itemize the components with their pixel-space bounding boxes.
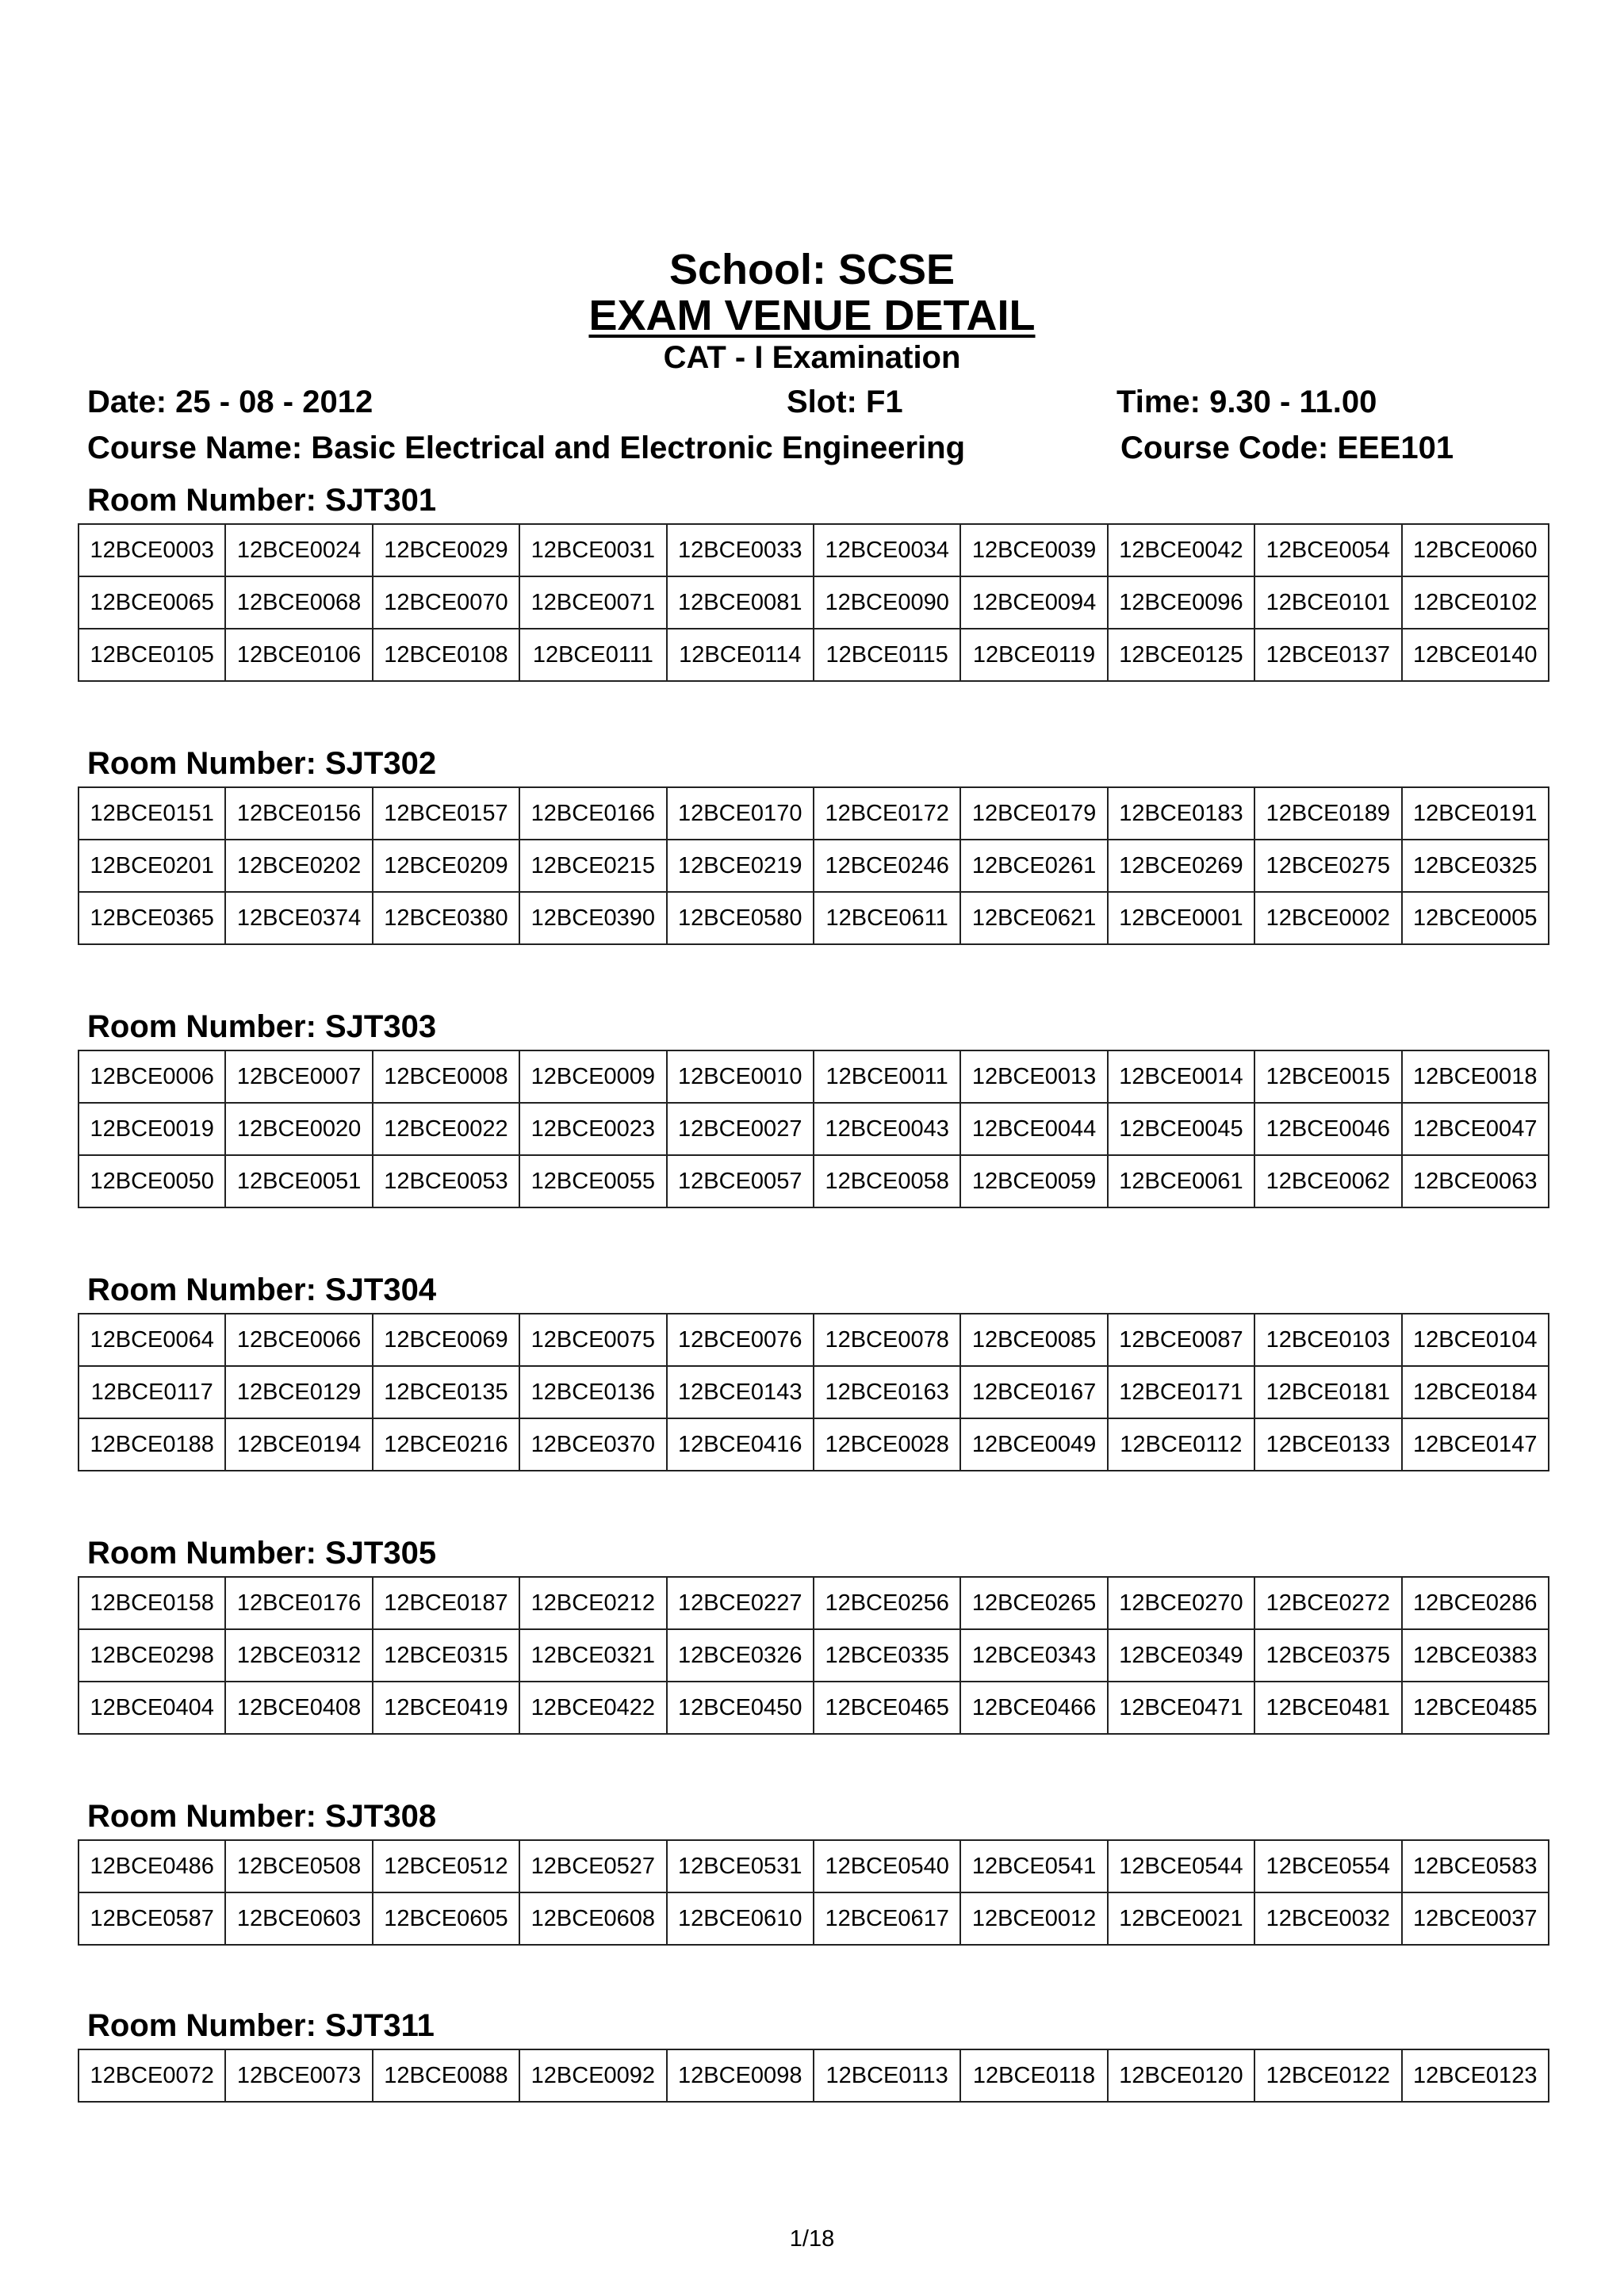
roll-number-cell: 12BCE0202: [225, 840, 372, 892]
table-row: [79, 524, 1549, 576]
roll-number-cell: 12BCE0171: [1108, 1366, 1254, 1418]
roll-number-cell: 12BCE0002: [1254, 892, 1401, 944]
roll-number-cell: 12BCE0006: [79, 1050, 225, 1103]
table-row: [79, 1050, 1549, 1103]
roll-number-cell: 12BCE0383: [1402, 1629, 1549, 1682]
roll-number-cell: 12BCE0408: [225, 1682, 372, 1734]
roll-number-cell: 12BCE0020: [225, 1103, 372, 1155]
roll-number-cell: 12BCE0587: [79, 1892, 225, 1945]
roll-number-cell: 12BCE0027: [667, 1103, 814, 1155]
roll-number-cell: 12BCE0039: [960, 524, 1107, 576]
roll-number-cell: 12BCE0187: [373, 1577, 519, 1629]
room-title: Room Number: SJT311: [87, 2008, 435, 2043]
roll-number-cell: 12BCE0466: [960, 1682, 1107, 1734]
roll-number-cell: 12BCE0103: [1254, 1314, 1401, 1366]
roll-number-cell: 12BCE0527: [519, 1840, 666, 1892]
roll-number-cell: 12BCE0090: [814, 576, 960, 629]
roll-number-cell: 12BCE0098: [667, 2049, 814, 2102]
roll-number-cell: 12BCE0065: [79, 576, 225, 629]
exam-name: CAT - I Examination: [663, 340, 961, 375]
roll-number-cell: 12BCE0419: [373, 1682, 519, 1734]
roll-number-cell: 12BCE0114: [667, 629, 814, 681]
table-row: [79, 2049, 1549, 2102]
roll-number-cell: 12BCE0216: [373, 1418, 519, 1471]
roll-number-cell: 12BCE0024: [225, 524, 372, 576]
roll-number-cell: 12BCE0111: [519, 629, 666, 681]
roll-number-cell: 12BCE0019: [79, 1103, 225, 1155]
table-row: [79, 1155, 1549, 1207]
roll-number-cell: 12BCE0617: [814, 1892, 960, 1945]
roll-number-table: [78, 786, 1549, 945]
roll-number-cell: 12BCE0508: [225, 1840, 372, 1892]
roll-number-cell: 12BCE0070: [373, 576, 519, 629]
roll-number-cell: 12BCE0603: [225, 1892, 372, 1945]
roll-number-cell: 12BCE0075: [519, 1314, 666, 1366]
table-row: [79, 1577, 1549, 1629]
roll-number-cell: 12BCE0087: [1108, 1314, 1254, 1366]
roll-number-cell: 12BCE0018: [1402, 1050, 1549, 1103]
roll-number-cell: 12BCE0102: [1402, 576, 1549, 629]
roll-number-cell: 12BCE0064: [79, 1314, 225, 1366]
roll-number-cell: 12BCE0256: [814, 1577, 960, 1629]
roll-number-cell: 12BCE0540: [814, 1840, 960, 1892]
roll-number-cell: 12BCE0269: [1108, 840, 1254, 892]
roll-number-cell: 12BCE0062: [1254, 1155, 1401, 1207]
table-row: [79, 1366, 1549, 1418]
roll-number-cell: 12BCE0108: [373, 629, 519, 681]
roll-number-cell: 12BCE0246: [814, 840, 960, 892]
roll-number-cell: 12BCE0167: [960, 1366, 1107, 1418]
roll-number-cell: 12BCE0049: [960, 1418, 1107, 1471]
roll-number-cell: 12BCE0370: [519, 1418, 666, 1471]
table-row: [79, 1892, 1549, 1945]
roll-number-cell: 12BCE0374: [225, 892, 372, 944]
roll-number-cell: 12BCE0422: [519, 1682, 666, 1734]
roll-number-cell: 12BCE0003: [79, 524, 225, 576]
roll-number-cell: 12BCE0034: [814, 524, 960, 576]
roll-number-cell: 12BCE0113: [814, 2049, 960, 2102]
roll-number-table: [78, 2049, 1549, 2103]
roll-number-cell: 12BCE0069: [373, 1314, 519, 1366]
table-row: [79, 576, 1549, 629]
roll-number-cell: 12BCE0272: [1254, 1577, 1401, 1629]
roll-number-table: [78, 1576, 1549, 1735]
roll-number-cell: 12BCE0021: [1108, 1892, 1254, 1945]
table-row: [79, 1840, 1549, 1892]
roll-number-cell: 12BCE0416: [667, 1418, 814, 1471]
roll-number-cell: 12BCE0183: [1108, 787, 1254, 840]
roll-number-cell: 12BCE0605: [373, 1892, 519, 1945]
roll-number-cell: 12BCE0583: [1402, 1840, 1549, 1892]
roll-number-table: [78, 523, 1549, 682]
exam-slot: Slot: F1: [787, 385, 903, 419]
roll-number-cell: 12BCE0184: [1402, 1366, 1549, 1418]
roll-number-cell: 12BCE0261: [960, 840, 1107, 892]
roll-number-cell: 12BCE0486: [79, 1840, 225, 1892]
roll-number-cell: 12BCE0608: [519, 1892, 666, 1945]
roll-number-cell: 12BCE0227: [667, 1577, 814, 1629]
roll-number-cell: 12BCE0046: [1254, 1103, 1401, 1155]
room-title: Room Number: SJT303: [87, 1009, 437, 1044]
roll-number-cell: 12BCE0219: [667, 840, 814, 892]
roll-number-cell: 12BCE0158: [79, 1577, 225, 1629]
roll-number-cell: 12BCE0188: [79, 1418, 225, 1471]
roll-number-cell: 12BCE0450: [667, 1682, 814, 1734]
roll-number-cell: 12BCE0580: [667, 892, 814, 944]
roll-number-cell: 12BCE0008: [373, 1050, 519, 1103]
roll-number-cell: 12BCE0312: [225, 1629, 372, 1682]
table-row: [79, 1418, 1549, 1471]
roll-number-cell: 12BCE0029: [373, 524, 519, 576]
course-name: Course Name: Basic Electrical and Electronic Engineering: [87, 430, 966, 465]
roll-number-cell: 12BCE0163: [814, 1366, 960, 1418]
roll-number-cell: 12BCE0066: [225, 1314, 372, 1366]
roll-number-cell: 12BCE0170: [667, 787, 814, 840]
room-title: Room Number: SJT308: [87, 1799, 437, 1834]
course-code: Course Code: EEE101: [1120, 430, 1454, 465]
roll-number-cell: 12BCE0054: [1254, 524, 1401, 576]
roll-number-cell: 12BCE0085: [960, 1314, 1107, 1366]
roll-number-cell: 12BCE0610: [667, 1892, 814, 1945]
roll-number-cell: 12BCE0471: [1108, 1682, 1254, 1734]
roll-number-cell: 12BCE0073: [225, 2049, 372, 2102]
roll-number-cell: 12BCE0326: [667, 1629, 814, 1682]
roll-number-cell: 12BCE0014: [1108, 1050, 1254, 1103]
roll-number-cell: 12BCE0143: [667, 1366, 814, 1418]
roll-number-cell: 12BCE0135: [373, 1366, 519, 1418]
roll-number-cell: 12BCE0343: [960, 1629, 1107, 1682]
roll-number-cell: 12BCE0156: [225, 787, 372, 840]
roll-number-cell: 12BCE0179: [960, 787, 1107, 840]
roll-number-cell: 12BCE0033: [667, 524, 814, 576]
roll-number-cell: 12BCE0096: [1108, 576, 1254, 629]
table-row: [79, 1682, 1549, 1734]
table-row: [79, 1103, 1549, 1155]
roll-number-table: [78, 1050, 1549, 1208]
roll-number-cell: 12BCE0088: [373, 2049, 519, 2102]
roll-number-cell: 12BCE0045: [1108, 1103, 1254, 1155]
roll-number-cell: 12BCE0032: [1254, 1892, 1401, 1945]
roll-number-cell: 12BCE0076: [667, 1314, 814, 1366]
roll-number-cell: 12BCE0063: [1402, 1155, 1549, 1207]
roll-number-cell: 12BCE0053: [373, 1155, 519, 1207]
roll-number-cell: 12BCE0172: [814, 787, 960, 840]
roll-number-cell: 12BCE0137: [1254, 629, 1401, 681]
roll-number-cell: 12BCE0147: [1402, 1418, 1549, 1471]
roll-number-cell: 12BCE0321: [519, 1629, 666, 1682]
roll-number-cell: 12BCE0151: [79, 787, 225, 840]
table-row: [79, 892, 1549, 944]
roll-number-cell: 12BCE0481: [1254, 1682, 1401, 1734]
roll-number-cell: 12BCE0055: [519, 1155, 666, 1207]
roll-number-cell: 12BCE0375: [1254, 1629, 1401, 1682]
roll-number-cell: 12BCE0043: [814, 1103, 960, 1155]
roll-number-cell: 12BCE0129: [225, 1366, 372, 1418]
roll-number-cell: 12BCE0465: [814, 1682, 960, 1734]
roll-number-cell: 12BCE0125: [1108, 629, 1254, 681]
roll-number-cell: 12BCE0106: [225, 629, 372, 681]
room-title: Room Number: SJT305: [87, 1536, 437, 1571]
roll-number-cell: 12BCE0037: [1402, 1892, 1549, 1945]
roll-number-cell: 12BCE0112: [1108, 1418, 1254, 1471]
roll-number-cell: 12BCE0215: [519, 840, 666, 892]
roll-number-cell: 12BCE0023: [519, 1103, 666, 1155]
roll-number-cell: 12BCE0007: [225, 1050, 372, 1103]
roll-number-cell: 12BCE0404: [79, 1682, 225, 1734]
roll-number-cell: 12BCE0275: [1254, 840, 1401, 892]
table-row: [79, 1314, 1549, 1366]
roll-number-cell: 12BCE0209: [373, 840, 519, 892]
roll-number-table: [78, 1313, 1549, 1471]
roll-number-cell: 12BCE0105: [79, 629, 225, 681]
page-number: 1/18: [789, 2226, 835, 2252]
roll-number-cell: 12BCE0541: [960, 1840, 1107, 1892]
roll-number-cell: 12BCE0094: [960, 576, 1107, 629]
roll-number-cell: 12BCE0390: [519, 892, 666, 944]
roll-number-cell: 12BCE0136: [519, 1366, 666, 1418]
roll-number-cell: 12BCE0380: [373, 892, 519, 944]
roll-number-cell: 12BCE0057: [667, 1155, 814, 1207]
school-heading: School: SCSE: [668, 246, 956, 293]
roll-number-cell: 12BCE0191: [1402, 787, 1549, 840]
roll-number-cell: 12BCE0028: [814, 1418, 960, 1471]
roll-number-cell: 12BCE0031: [519, 524, 666, 576]
roll-number-cell: 12BCE0060: [1402, 524, 1549, 576]
roll-number-cell: 12BCE0349: [1108, 1629, 1254, 1682]
roll-number-cell: 12BCE0115: [814, 629, 960, 681]
roll-number-cell: 12BCE0071: [519, 576, 666, 629]
roll-number-cell: 12BCE0047: [1402, 1103, 1549, 1155]
exam-date: Date: 25 - 08 - 2012: [87, 385, 373, 419]
roll-number-cell: 12BCE0270: [1108, 1577, 1254, 1629]
roll-number-cell: 12BCE0298: [79, 1629, 225, 1682]
roll-number-cell: 12BCE0140: [1402, 629, 1549, 681]
roll-number-cell: 12BCE0157: [373, 787, 519, 840]
roll-number-cell: 12BCE0325: [1402, 840, 1549, 892]
roll-number-cell: 12BCE0104: [1402, 1314, 1549, 1366]
roll-number-cell: 12BCE0176: [225, 1577, 372, 1629]
roll-number-cell: 12BCE0022: [373, 1103, 519, 1155]
table-row: [79, 840, 1549, 892]
roll-number-cell: 12BCE0554: [1254, 1840, 1401, 1892]
table-row: [79, 787, 1549, 840]
roll-number-cell: 12BCE0051: [225, 1155, 372, 1207]
roll-number-cell: 12BCE0265: [960, 1577, 1107, 1629]
roll-number-cell: 12BCE0122: [1254, 2049, 1401, 2102]
roll-number-cell: 12BCE0286: [1402, 1577, 1549, 1629]
roll-number-cell: 12BCE0042: [1108, 524, 1254, 576]
roll-number-cell: 12BCE0544: [1108, 1840, 1254, 1892]
roll-number-cell: 12BCE0512: [373, 1840, 519, 1892]
roll-number-cell: 12BCE0166: [519, 787, 666, 840]
document-title: [0, 290, 1624, 341]
roll-number-cell: 12BCE0001: [1108, 892, 1254, 944]
roll-number-cell: 12BCE0061: [1108, 1155, 1254, 1207]
roll-number-cell: 12BCE0365: [79, 892, 225, 944]
roll-number-cell: 12BCE0044: [960, 1103, 1107, 1155]
roll-number-table: [78, 1839, 1549, 1946]
roll-number-cell: 12BCE0078: [814, 1314, 960, 1366]
roll-number-cell: 12BCE0133: [1254, 1418, 1401, 1471]
roll-number-cell: 12BCE0117: [79, 1366, 225, 1418]
roll-number-cell: 12BCE0058: [814, 1155, 960, 1207]
roll-number-cell: 12BCE0485: [1402, 1682, 1549, 1734]
roll-number-cell: 12BCE0201: [79, 840, 225, 892]
roll-number-cell: 12BCE0068: [225, 576, 372, 629]
roll-number-cell: 12BCE0005: [1402, 892, 1549, 944]
roll-number-cell: 12BCE0194: [225, 1418, 372, 1471]
document-title-text: EXAM VENUE DETAIL: [588, 292, 1036, 339]
roll-number-cell: 12BCE0181: [1254, 1366, 1401, 1418]
roll-number-cell: 12BCE0050: [79, 1155, 225, 1207]
roll-number-cell: 12BCE0011: [814, 1050, 960, 1103]
roll-number-cell: 12BCE0072: [79, 2049, 225, 2102]
roll-number-cell: 12BCE0092: [519, 2049, 666, 2102]
roll-number-cell: 12BCE0531: [667, 1840, 814, 1892]
roll-number-cell: 12BCE0013: [960, 1050, 1107, 1103]
roll-number-cell: 12BCE0611: [814, 892, 960, 944]
roll-number-cell: 12BCE0101: [1254, 576, 1401, 629]
roll-number-cell: 12BCE0118: [960, 2049, 1107, 2102]
roll-number-cell: 12BCE0335: [814, 1629, 960, 1682]
roll-number-cell: 12BCE0015: [1254, 1050, 1401, 1103]
roll-number-cell: 12BCE0012: [960, 1892, 1107, 1945]
roll-number-cell: 12BCE0010: [667, 1050, 814, 1103]
roll-number-cell: 12BCE0081: [667, 576, 814, 629]
roll-number-cell: 12BCE0123: [1402, 2049, 1549, 2102]
roll-number-cell: 12BCE0009: [519, 1050, 666, 1103]
room-title: Room Number: SJT302: [87, 746, 437, 781]
roll-number-cell: 12BCE0120: [1108, 2049, 1254, 2102]
roll-number-cell: 12BCE0189: [1254, 787, 1401, 840]
roll-number-cell: 12BCE0119: [960, 629, 1107, 681]
roll-number-cell: 12BCE0059: [960, 1155, 1107, 1207]
roll-number-cell: 12BCE0212: [519, 1577, 666, 1629]
table-row: [79, 1629, 1549, 1682]
room-title: Room Number: SJT304: [87, 1272, 437, 1307]
room-title: Room Number: SJT301: [87, 483, 437, 518]
table-row: [79, 629, 1549, 681]
roll-number-cell: 12BCE0315: [373, 1629, 519, 1682]
roll-number-cell: 12BCE0621: [960, 892, 1107, 944]
exam-time: Time: 9.30 - 11.00: [1116, 385, 1377, 419]
